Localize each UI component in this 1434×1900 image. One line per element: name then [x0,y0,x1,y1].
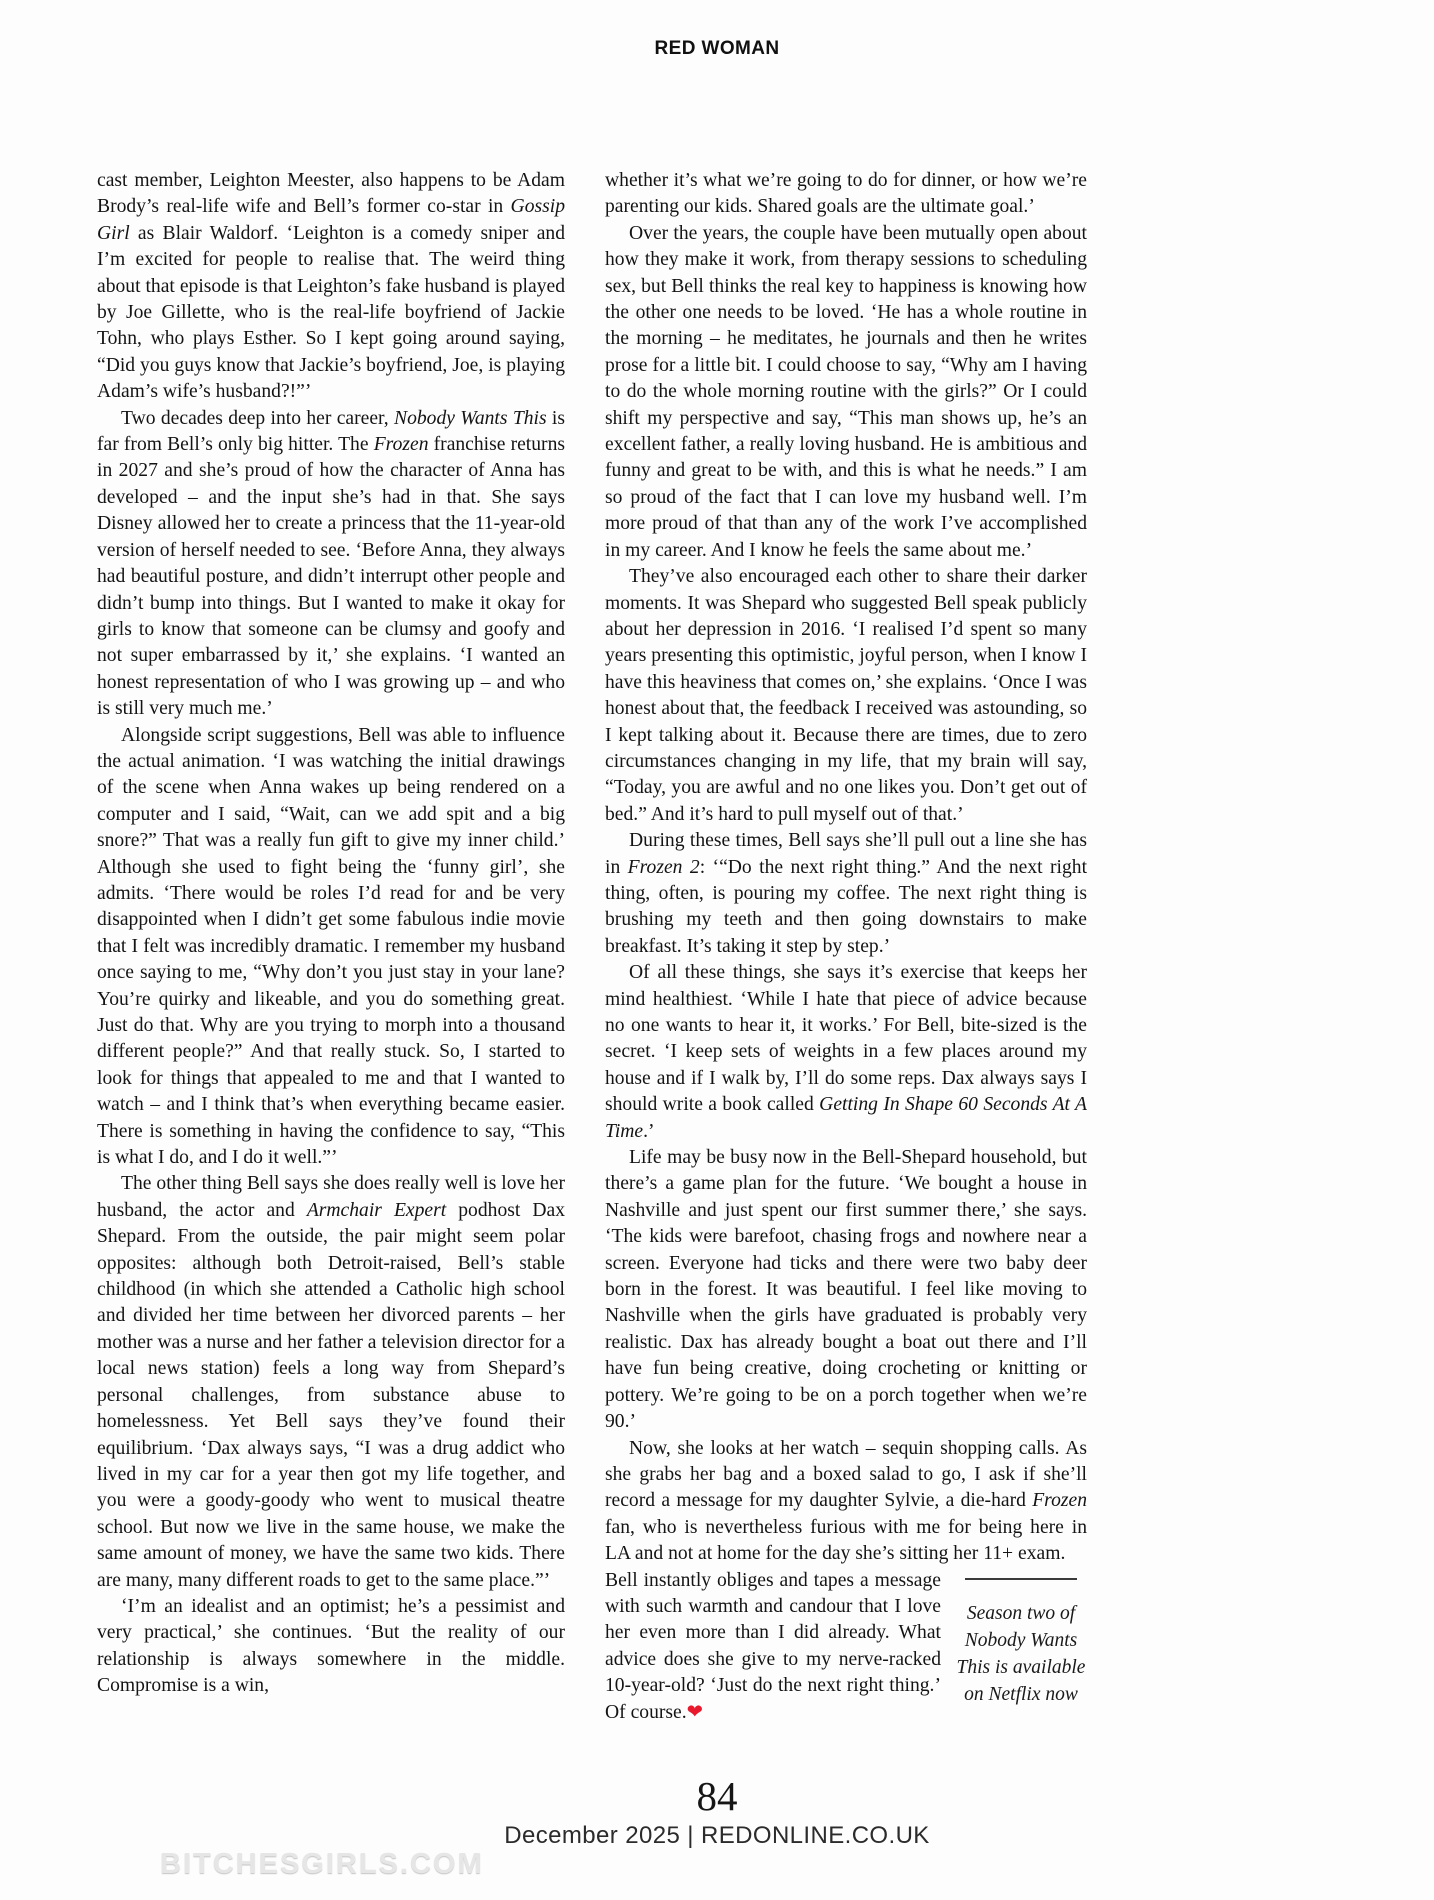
text-segment: whether it’s what we’re going to do for dinner, or how we’re parenting our kids. Shared goals are the ultimate goal.’ [605,170,1087,218]
article-paragraph [605,1145,1087,1435]
footer-issue-line: December 2025 | REDONLINE.CO.UK [504,1822,930,1849]
text-segment: Alongside script suggestions, Bell was able to influence the actual animation. ‘I was watching the initial drawings of the scene when Anna wakes up being rendered on a computer and I said, “Wait, can we add spit and a big snore?” That was a really fun gift to give my inner child.’ Although she used to fight being the ‘funny girl’, she admits. ‘There would be roles I’d read for and be very disappointed when I didn’t get some fabulous indie movie that I felt was incredibly dramatic. I remember my husband once saying to me, “Why don’t you just stay in your lane? You’re quirky and likeable, and you do something great. Just do that. Why are you trying to morph into a thousand different people?” And that really stuck. So, I started to look for things that appealed to me and that I wanted to watch – and I think that’s when everything became easier. There is something in having the confidence to say, “This is what I do, and I do it well.”’ [97,724,565,1169]
article-column-right [605,168,1087,1726]
article-paragraph [605,828,1087,960]
text-segment: Gossip Girl [97,196,565,244]
text-segment: Life may be busy now in the Bell-Shepard household, but there’s a game plan for the future. ‘We bought a house in Nashville and just spent our first summer there,’ she says. ‘The kids were barefoot, chasing frogs and nowhere near a screen. Everyone had ticks and there were two baby deer born in the forest. It was beautiful. I feel like moving to Nashville when the girls have graduated is probably very realistic. Dax has already bought a boat out there and I’ll have fun being creative, doing crocheting or knitting or pottery. We’re going to be on a porch together when we’re 90.’ [605,1147,1087,1433]
article-paragraph [605,960,1087,1145]
article-paragraph [97,1594,565,1700]
text-segment: Two decades deep into her career, [121,407,395,429]
watermark: BITCHESGIRLS.COM [160,1848,484,1880]
article-paragraph [605,1568,1087,1726]
text-segment: franchise returns in 2027 and she’s proud of how the character of Anna has developed – and the input she’s had in that. She says Disney allowed her to create a princess that the 11-year-old version of herself needed to see. ‘Before Anna, they always had beautiful posture, and didn’t interrupt other people and didn’t bump into things. But I wanted to make it okay for girls to know that someone can be clumsy and goofy and not super embarrassed by it,’ she explains. ‘I wanted an honest representation of who I was growing up – and who is still very much me.’ [97,434,565,720]
text-segment: Now, she looks at her watch – sequin shopping calls. As she grabs her bag and a boxed salad to go, I ask if she’ll record a message for my daughter Sylvie, a die-hard [605,1437,1087,1512]
article-paragraph [605,168,1087,221]
page-number: 84 [696,1773,738,1819]
text-segment: Frozen [373,434,429,456]
text-segment: .’ [643,1120,655,1142]
text-segment: Of all these things, she says it’s exercise that keeps her mind healthiest. ‘While I hate that piece of advice because no one wants to hear it, it works.’ For Bell, bite-sized is the secret. ‘I keep sets of weights in a few places around my house and if I walk by, I’ll do some reps. Dax always says I should write a book called [605,962,1087,1116]
article-paragraph [605,1436,1087,1568]
article-paragraph [97,168,565,406]
text-segment: They’ve also encouraged each other to share their darker moments. It was Shepard who suggested Bell speak publicly about her depression in 2016. ‘I realised I’d spent so many years presenting this optimistic, joyful person, when I know I have this heaviness that comes on,’ she explains. ‘Once I was honest about that, the feedback I received was astounding, so I kept talking about it. Because there are times, due to zero circumstances changing in my life, that my brain will say, “Today, you are awful and no one likes you. Don’t get out of bed.” And it’s hard to pull myself out of that.’ [605,566,1087,825]
text-segment: The other thing Bell says she does really well is love her husband, the actor and [97,1173,565,1221]
text-segment: Frozen [1032,1490,1087,1512]
heart-icon: ❤ [686,1701,704,1723]
side-note-rule [965,1578,1077,1580]
section-header: RED WOMAN [654,38,780,59]
text-segment: Frozen 2 [627,856,700,878]
side-note [955,1574,1087,1708]
article-paragraph [605,564,1087,828]
text-segment: : ‘“Do the next right thing.” And the next right thing, often, is pouring my coffee. The next right thing is brushing my teeth and then going downstairs to make breakfast. It’s taking it step by step.’ [605,856,1088,957]
article-paragraph [97,723,565,1172]
article-paragraph [605,221,1087,564]
text-segment: cast member, Leighton Meester, also happens to be Adam Brody’s real-life wife and Bell’s former co-star in [97,170,565,218]
side-note-line: on Netflix now [964,1683,1078,1705]
text-segment: ‘I’m an idealist and an optimist; he’s a pessimist and very practical,’ she continues. ‘But the reality of our relationship is always somewhere in the middle. Compromise is a win, [97,1595,565,1697]
text-segment: Bell instantly obliges and tapes a message with such warmth and candour that I love her even more than I did already. What advice does she give to my nerve-racked 10-year-old? ‘Just do the next right thing.’ Of course. [605,1569,941,1723]
text-segment: Getting In Shape 60 Seconds At A Time [605,1094,1088,1142]
text-segment: is far from Bell’s only big hitter. The [97,407,565,456]
text-segment: fan, who is nevertheless furious with me for being here in LA and not at home for the day she’s sitting her 11+ exam. [605,1516,1087,1565]
text-segment: During these times, Bell says she’ll pull out a line she has in [605,830,1087,878]
text-segment: as Blair Waldorf. ‘Leighton is a comedy sniper and I’m excited for people to realise that. The weird thing about that episode is that Leighton’s fake husband is played by Joe Gillette, who is the real-life boyfriend of Jackie Tohn, who plays Esther. So I kept going around saying, “Did you guys know that Jackie’s boyfriend, Joe, is playing Adam’s wife’s husband?!”’ [97,222,565,403]
text-segment: Over the years, the couple have been mutually open about how they make it work, from therapy sessions to scheduling sex, but Bell thinks the real key to happiness is knowing how the other one needs to be loved. ‘He has a whole routine in the morning – he meditates, he journals and then he writes prose for a little bit. I could choose to say, “Why am I having to do the whole morning routine with the girls?” Or I could shift my perspective and say, “This man shows up, he’s an excellent father, a really loving husband. He is ambitious and funny and great to be with, and this is what he needs.” I am so proud of the fact that I can love my husband well. I’m more proud of that than any of the work I’ve accomplished in my career. And I know he feels the same about me.’ [605,222,1087,561]
article-paragraph [97,406,565,723]
article-paragraph [97,1171,565,1594]
side-note-line: This is available [956,1656,1086,1678]
text-segment: podhost Dax Shepard. From the outside, the pair might seem polar opposites: although both Detroit-raised, Bell’s stable childhood (in which she attended a Catholic high school and divided her time between her divorced parents – her mother was a nurse and her father a television director for a local news station) feels a long way from Shepard’s personal challenges, from substance abuse to homelessness. Yet Bell says they’ve found their equilibrium. ‘Dax always says, “I was a drug addict who lived in my car for a year then got my life together, and you were a goody-goody who went to musical theatre school. But now we live in the same house, we make the same amount of money, we have the same two kids. There are many, many different roads to get to the same place.”’ [97,1199,566,1591]
article-column-left [97,168,565,1700]
text-segment: Nobody Wants This [394,407,547,429]
side-note-line: Season two of [966,1602,1076,1624]
side-note-line: Nobody Wants [964,1629,1078,1651]
text-segment: Armchair Expert [306,1199,447,1221]
